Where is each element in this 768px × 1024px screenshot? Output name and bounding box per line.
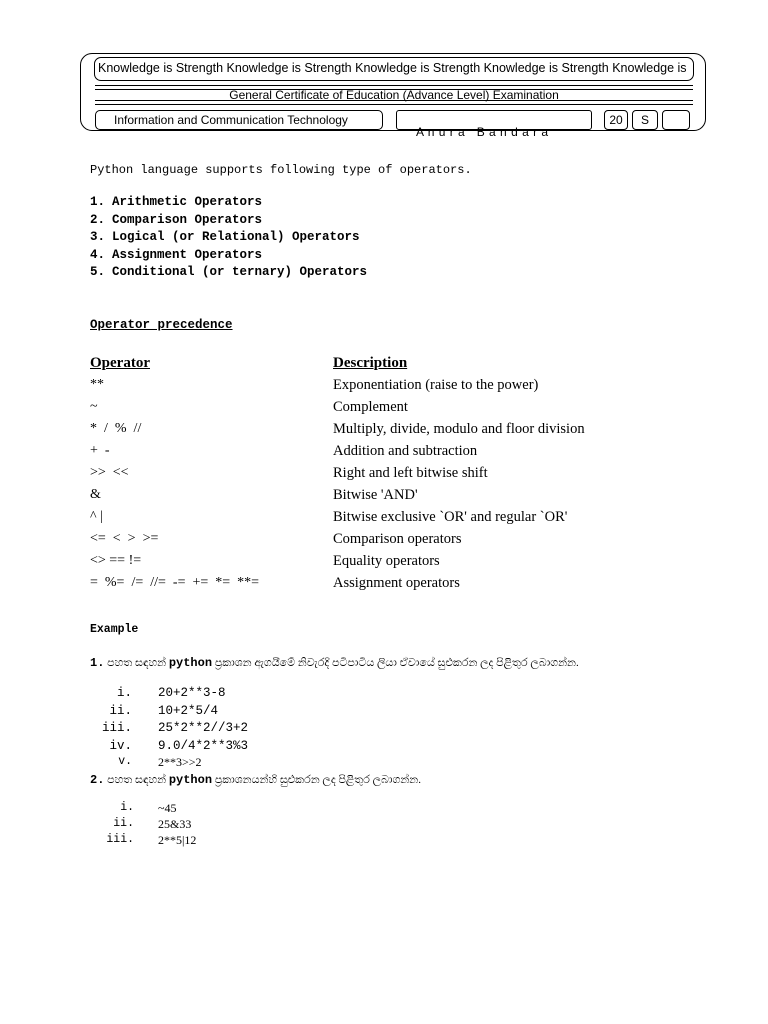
list-item: 1. Arithmetic Operators	[90, 195, 263, 209]
subject-box	[95, 110, 383, 130]
list-item: 2. Comparison Operators	[90, 212, 263, 227]
section-title: Operator precedence	[90, 318, 233, 332]
expression: 10+2*5/4	[158, 704, 219, 718]
exam-title: General Certificate of Education (Advance Level) Examination	[229, 88, 559, 102]
column-header-operator: Operator	[90, 355, 150, 371]
example-title: Example	[90, 623, 139, 636]
expression: 20+2**3-8	[158, 686, 226, 700]
table-cell-operator: = %= /= //= -= += *= **=	[90, 575, 260, 590]
author-box	[396, 110, 592, 139]
item-number: v.	[118, 755, 132, 768]
table-cell-operator: &	[90, 487, 101, 502]
column-header-description: Description	[333, 355, 408, 371]
table-cell-description: Exponentiation (raise to the power)	[333, 377, 539, 393]
expression: 2**3>>2	[158, 755, 202, 769]
table-cell-operator: >> <<	[90, 465, 129, 480]
year-box	[604, 110, 628, 130]
table-cell-operator: **	[90, 377, 104, 392]
expression: ~45	[158, 801, 177, 815]
motto-text: Knowledge is Strength Knowledge is Strength Knowledge is Strength Knowledge is Strength Knowledge is	[98, 61, 687, 75]
table-cell-description: Comparison operators	[333, 531, 462, 547]
divider-line	[95, 104, 693, 105]
table-cell-description: Multiply, divide, modulo and floor division	[333, 421, 585, 437]
item-number: i.	[120, 801, 134, 814]
expression: 2**5|12	[158, 833, 197, 847]
list-item: 5. Conditional (or ternary) Operators	[90, 265, 368, 280]
item-number: i.	[116, 686, 132, 700]
intro-text: Python language supports following type of operators.	[90, 163, 472, 177]
table-cell-description: Bitwise exclusive `OR' and regular `OR'	[333, 509, 568, 525]
list-item: 3. Logical (or Relational) Operators	[90, 230, 360, 245]
table-cell-description: Bitwise 'AND'	[333, 487, 418, 503]
table-cell-description: Complement	[333, 399, 408, 415]
operator-types-list	[90, 194, 367, 282]
blank-box	[662, 110, 690, 130]
item-number: iii.	[106, 833, 134, 846]
code-box	[632, 110, 658, 130]
item-number: iv.	[109, 739, 132, 753]
list-item: 4. Assignment Operators	[90, 247, 263, 262]
expression: 25*2**2//3+2	[158, 721, 249, 735]
year-text: 20	[609, 113, 623, 127]
table-cell-description: Addition and subtraction	[333, 443, 478, 459]
divider-line	[95, 85, 693, 86]
motto-box	[94, 57, 694, 81]
table-cell-description: Right and left bitwise shift	[333, 465, 488, 481]
table-cell-operator: <> == !=	[90, 553, 142, 568]
expression: 25&33	[158, 817, 192, 831]
table-cell-description: Assignment operators	[333, 575, 460, 591]
table-cell-operator: <= < > >=	[90, 531, 159, 546]
item-number: ii.	[109, 704, 132, 718]
table-cell-operator: + -	[90, 443, 110, 458]
question-1: 1. පහත සඳහන් python ප්‍රකාශන ඇගයීමේ නිවැරදි පටිපාටිය ලියා ඒවායේ සුළුකරන ලද පිළිතුර ලබාගන්න.	[90, 656, 579, 670]
table-cell-operator: * / % //	[90, 421, 142, 436]
code-text: S	[640, 113, 649, 127]
table-cell-operator: ^ |	[90, 509, 103, 524]
expression: 9.0/4*2**3%3	[158, 739, 249, 753]
table-cell-operator: ~	[90, 399, 98, 414]
divider-line	[95, 100, 693, 101]
author-text: A n u r a B a n d a r a	[416, 125, 549, 139]
item-number: iii.	[101, 721, 132, 735]
subject-text: Information and Communication Technology	[114, 113, 348, 127]
table-cell-description: Equality operators	[333, 553, 440, 569]
question-2: 2. පහත සඳහන් python ප්‍රකාශනයන්හි සුළුකරන ලද පිළිතුර ලබාගන්න.	[90, 773, 421, 787]
item-number: ii.	[113, 817, 134, 830]
